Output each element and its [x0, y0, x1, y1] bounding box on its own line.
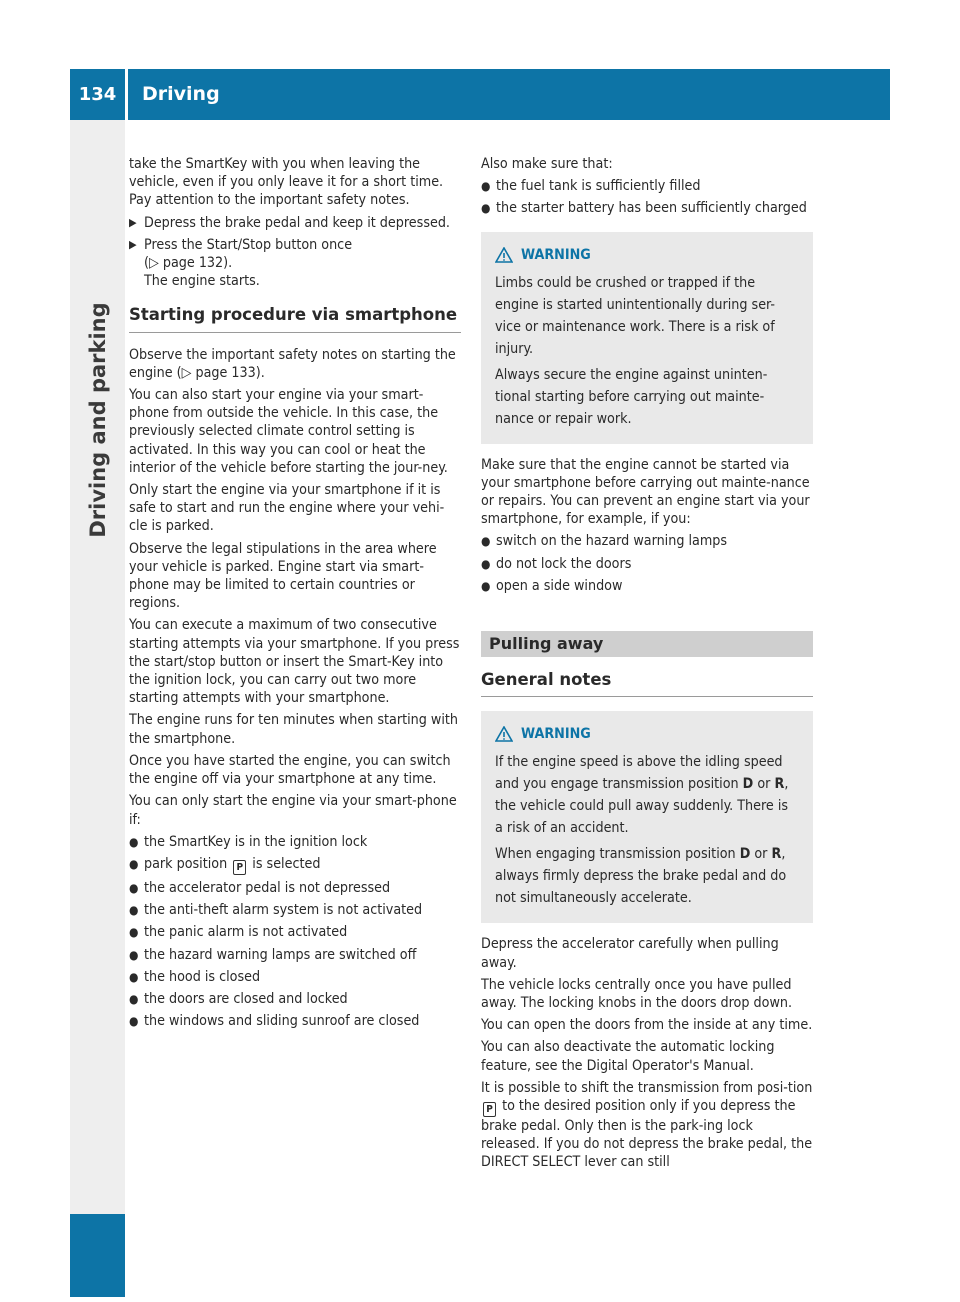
list-item-text: the starter battery has been sufficiently charged [496, 200, 807, 217]
list-item-text: the SmartKey is in the ignition lock [144, 833, 368, 850]
paragraph: You can also deactivate the automatic locking feature, see the Digital Operator's Manual. [481, 1039, 775, 1074]
bullet-icon: ● [129, 1014, 139, 1029]
list-item [129, 879, 461, 897]
list-item [129, 968, 461, 986]
step-text: Press the Start/Stop button once [144, 236, 353, 253]
warning-text-part: If the engine speed is above the idling speed and you engage transmission position [495, 754, 783, 793]
bullet-icon: ● [129, 991, 139, 1006]
paragraph [129, 346, 461, 382]
warning-label: WARNING [521, 726, 591, 743]
bullet-icon: ● [481, 534, 491, 549]
left-column [129, 155, 461, 1034]
chapter-title: Driving [142, 83, 220, 105]
gear-r-label: R [771, 846, 782, 863]
list-item [129, 946, 461, 964]
section-heading: General notes [481, 671, 813, 697]
step-arrow-icon: ▶ [129, 215, 137, 229]
page-header [70, 69, 890, 120]
step-result: The engine starts. [144, 273, 260, 290]
list-item [129, 1012, 461, 1030]
list-item [129, 923, 461, 941]
bullet-icon: ● [481, 556, 491, 571]
list-item-text: the accelerator pedal is not depressed [144, 879, 391, 896]
list-item-text: is selected [252, 855, 321, 872]
warning-text-part: When engaging transmission position [495, 846, 736, 863]
paragraph [481, 1079, 813, 1172]
step-item [129, 214, 461, 232]
list-item-text: park position [144, 855, 228, 872]
paragraph: The vehicle locks centrally once you have pulled away. The locking knobs in the doors drop down. [481, 976, 793, 1012]
warning-text: Limbs could be crushed or trapped if the engine is started unintentionally during ser-vice or maintenance work. There is a risk of injury. [495, 274, 776, 357]
warning-text: Always secure the engine against uninten-tional starting before carrying out mainte-nance or repair work. [495, 366, 768, 427]
bullet-icon: ● [129, 834, 139, 849]
side-tab [70, 120, 125, 1214]
list-item [481, 577, 813, 595]
paragraph-text: Observe the important safety notes on starting the engine ( [129, 346, 456, 381]
list-item-text: the fuel tank is sufficiently filled [496, 178, 701, 195]
page-ref-icon: ▷ [181, 364, 192, 381]
warning-text [495, 843, 799, 909]
warning-header [495, 723, 799, 745]
warning-text [495, 751, 799, 839]
list-item [481, 177, 813, 195]
list-item [481, 555, 813, 573]
section-heading: Starting procedure via smartphone [129, 306, 461, 332]
gear-d-label: D [739, 846, 751, 863]
list-item-text: the panic alarm is not activated [144, 924, 348, 941]
list-item-text: the doors are closed and locked [144, 990, 348, 1007]
gear-r-label: R [774, 776, 785, 793]
list-item [129, 855, 461, 875]
paragraph: You can also start your engine via your smart-phone from outside the vehicle. In this case, the previously selected climate control setting is activated. In this way you can cool or heat the interior of the vehicle before starting the jour-ney. [129, 387, 448, 476]
list-item-text: do not lock the doors [496, 555, 632, 572]
warning-box [481, 711, 813, 923]
bullet-icon: ● [129, 903, 139, 918]
list-item-text: the hazard warning lamps are switched off [144, 946, 417, 963]
bullet-icon: ● [129, 856, 139, 871]
bullet-icon: ● [481, 201, 491, 216]
list-item-text: the anti-theft alarm system is not activated [144, 902, 423, 919]
paragraph: You can execute a maximum of two consecutive starting attempts via your smartphone. If you press the start/stop button or insert the Smart-Key into the ignition lock, you can carry out two more starting attempts with your smartphone. [129, 617, 460, 707]
bullet-icon: ● [481, 578, 491, 593]
warning-label: WARNING [521, 246, 591, 263]
header-divider [125, 69, 128, 120]
page-reference[interactable]: page 132). [162, 255, 233, 272]
park-position-icon: P [483, 1102, 496, 1117]
page-ref-icon: ▷ [148, 255, 159, 272]
list-item-text: switch on the hazard warning lamps [496, 533, 728, 550]
right-column [481, 155, 813, 1176]
list-item-text: open a side window [496, 577, 623, 594]
bullet-icon: ● [481, 179, 491, 194]
step-text: Depress the brake pedal and keep it depressed. [144, 214, 450, 231]
warning-triangle-icon [495, 726, 513, 742]
paragraph: You can open the doors from the inside at any time. [481, 1017, 813, 1034]
list-item [129, 990, 461, 1008]
section-title-bar: Pulling away [481, 631, 813, 657]
bullet-icon: ● [129, 880, 139, 895]
warning-text-part: , the vehicle could pull away suddenly. There is a risk of an accident. [495, 776, 789, 837]
list-item [129, 901, 461, 919]
list-item-text: the hood is closed [144, 968, 261, 985]
bullet-icon: ● [129, 925, 139, 940]
warning-text-part: , always firmly depress the brake pedal and do not simultaneously accelerate. [495, 846, 787, 907]
list-item-text: the windows and sliding sunroof are closed [144, 1013, 420, 1030]
list-item [129, 833, 461, 851]
intro-text: take the SmartKey with you when leaving the vehicle, even if you only leave it for a short time. Pay attention to the important safety notes. [129, 156, 444, 209]
list-item [481, 532, 813, 550]
paragraph: Also make sure that: [481, 156, 613, 172]
park-position-icon: P [233, 860, 246, 875]
paragraph: Depress the accelerator carefully when pulling away. [481, 936, 779, 971]
warning-text-part: or [754, 846, 768, 863]
warning-triangle-icon [495, 247, 513, 263]
paragraph-text: to the desired position only if you depress the brake pedal. Only then is the park-ing lock released. If you do not depress the brake pedal, the DIRECT SELECT lever can still [481, 1098, 813, 1171]
page-reference[interactable]: page 133). [195, 364, 265, 381]
paragraph: The engine runs for ten minutes when starting with the smartphone. [129, 712, 458, 747]
paragraph: Only start the engine via your smartphone if it is safe to start and run the engine where your vehi-cle is parked. [129, 482, 445, 535]
step-item: ▶ Press the Start/Stop button once (▷ page 132). The engine starts. [129, 236, 353, 290]
paragraph: Make sure that the engine cannot be started via your smartphone before carrying out mainte-nance or repairs. You can prevent an engine start via your smartphone, for example, if you: [481, 456, 810, 528]
warning-box [481, 232, 813, 444]
paragraph: Once you have started the engine, you can switch the engine off via your smartphone at any time. [129, 752, 451, 788]
paragraph: Observe the legal stipulations in the area where your vehicle is parked. Engine start via smart-phone may be limited to certain countries or regions. [129, 540, 437, 612]
side-tab-marker [70, 1214, 125, 1297]
list-item [481, 199, 813, 217]
page-number: 134 [78, 84, 117, 105]
bullet-icon: ● [129, 969, 139, 984]
warning-text-part: or [757, 776, 771, 793]
step-arrow-icon: ▶ [129, 237, 137, 251]
warning-header [495, 244, 799, 266]
paragraph-text: It is possible to shift the transmission from posi-tion [481, 1079, 813, 1096]
bullet-icon: ● [129, 947, 139, 962]
side-tab-label: Driving and parking [86, 302, 110, 538]
gear-d-label: D [742, 776, 754, 793]
paragraph: You can only start the engine via your smart-phone if: [129, 793, 457, 828]
